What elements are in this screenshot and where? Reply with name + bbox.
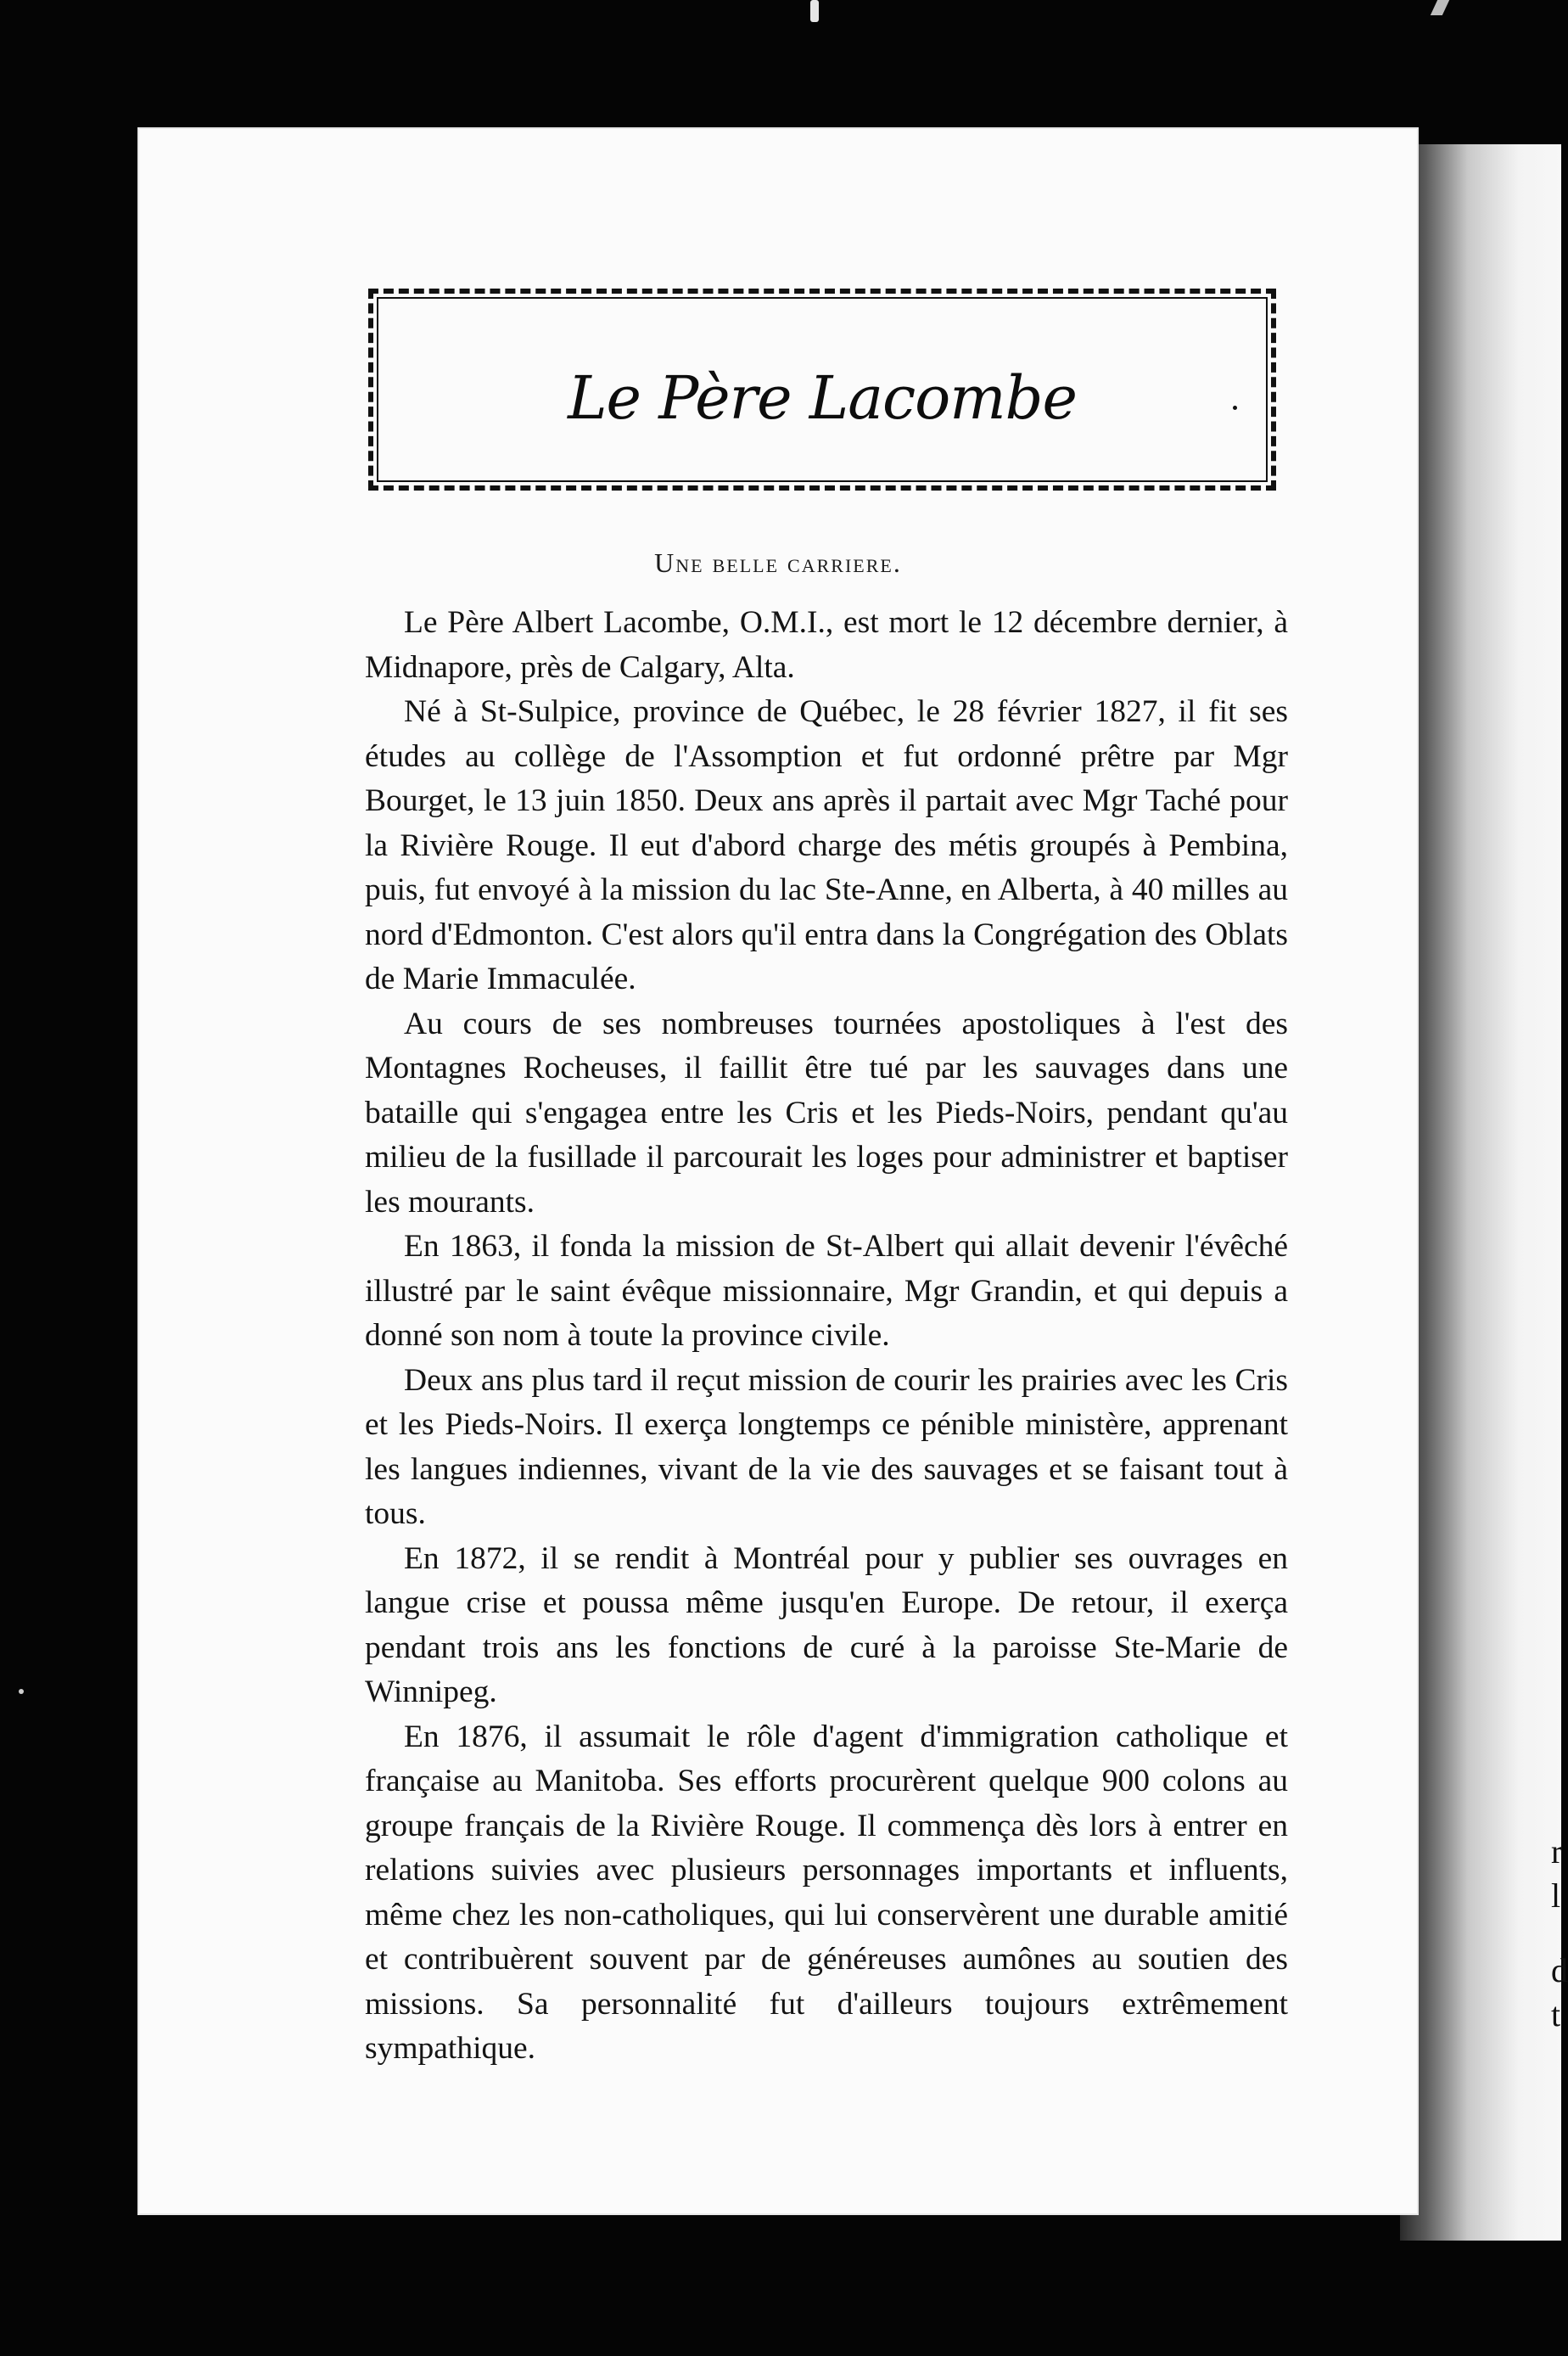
paragraph: Deux ans plus tard il reçut mission de courir les prairies avec les Cris et les Pieds-Noirs. Il exerça longtemps ce pénible ministère, apprenant les langues indiennes, vivant de la vie des sauvages et se faisant tout à tous.: [365, 1362, 1288, 1531]
scan-speck: [1431, 0, 1449, 15]
article-body: [365, 601, 1288, 2072]
page-title: Le Père Lacombe: [568, 363, 1077, 433]
edge-letter: l: [1551, 1876, 1561, 1915]
section-heading: Une belle carriere.: [654, 547, 902, 578]
edge-letter: d: [1551, 1951, 1568, 1989]
edge-letter: t: [1551, 1995, 1561, 2033]
paragraph: En 1876, il assumait le rôle d'agent d'immigration catholique et française au Manitoba. Ses efforts procurèrent quelque 900 colons au groupe français de la Rivière Rouge. Il commença dès lors à entrer en relations suivies avec plusieurs personnages importants et influents, même chez les non-catholiques, qui lui conservèrent une durable amitié et contribuèrent souvent par de généreuses aumônes au soutien des missions. Sa personnalité fut d'ailleurs toujours extrêmement sympathique.: [365, 1719, 1288, 2066]
paragraph: Le Père Albert Lacombe, O.M.I., est mort le 12 décembre dernier, à Midnapore, près de Calgary, Alta.: [365, 605, 1288, 685]
edge-letter: r: [1551, 1832, 1563, 1871]
scan-speck: [810, 0, 819, 22]
paragraph: En 1872, il se rendit à Montréal pour y publier ses ouvrages en langue crise et poussa même jusqu'en Europe. De retour, il exerça pendant trois ans les fonctions de curé à la paroisse Ste-Marie de Winnipeg.: [365, 1540, 1288, 1709]
paragraph: Né à St-Sulpice, province de Québec, le 28 février 1827, il fit ses études au collège de l'Assomption et fut ordonné prêtre par Mgr Bourget, le 13 juin 1850. Deux ans après il partait avec Mgr Taché pour la Rivière Rouge. Il eut d'abord charge des métis groupés à Pembina, puis, fut envoyé à la mission du lac Ste-Anne, en Alberta, à 40 milles au nord d'Edmonton. C'est alors qu'il entra dans la Congrégation des Oblats de Marie Immaculée.: [365, 694, 1288, 996]
frame-dot: [1233, 406, 1237, 410]
paragraph: Au cours de ses nombreuses tournées apostoliques à l'est des Montagnes Rocheuses, il faillit être tué par les sauvages dans une bataille qui s'engagea entre les Cris et les Pieds-Noirs, pendant qu'au milieu de la fusillade il parcourait les loges pour administrer et baptiser les mourants.: [365, 1006, 1288, 1220]
paragraph: En 1863, il fonda la mission de St-Albert qui allait devenir l'évêché illustré par le saint évêque missionnaire, Mgr Grandin, et qui depuis a donné son nom à toute la province civile.: [365, 1229, 1288, 1353]
document-page: [137, 127, 1419, 2215]
adjacent-page-edge: [1400, 144, 1568, 2241]
scan-dust: [19, 1689, 24, 1694]
title-frame: [368, 289, 1276, 491]
